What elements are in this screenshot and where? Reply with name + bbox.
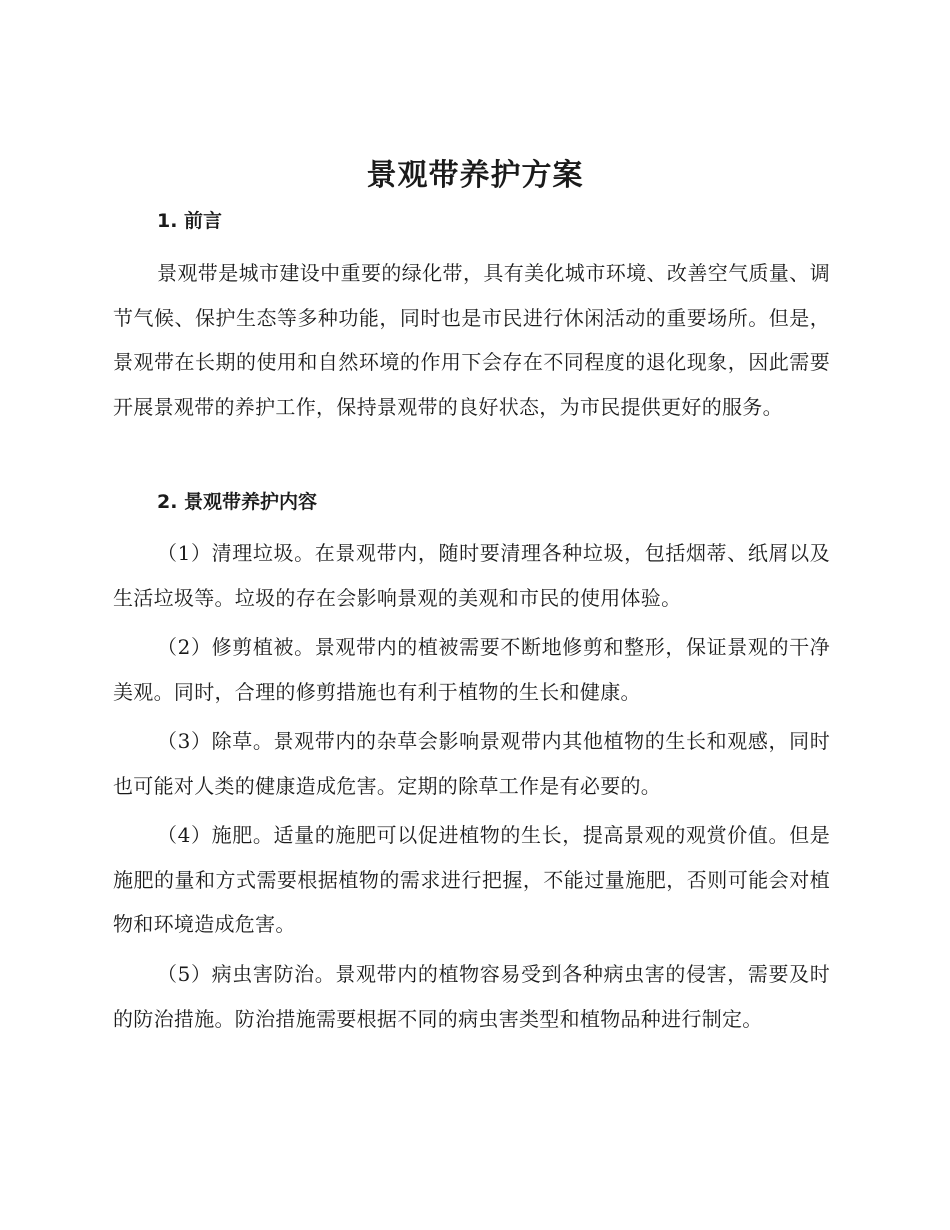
section-heading-preface: 1. 前言 <box>157 210 223 232</box>
maintenance-item-4: （4）施肥。适量的施肥可以促进植物的生长，提高景观的观赏价值。但是施肥的量和方式需要根据植物的需求进行把握，不能过量施肥，否则可能会对植物和环境造成危害。 <box>113 823 830 936</box>
maintenance-item-2: （2）修剪植被。景观带内的植被需要不断地修剪和整形，保证景观的干净美观。同时，合理的修剪措施也有利于植物的生长和健康。 <box>113 635 830 704</box>
document-title: 景观带养护方案 <box>366 158 584 193</box>
preface-paragraph: 景观带是城市建设中重要的绿化带，具有美化城市环境、改善空气质量、调节气候、保护生态等多种功能，同时也是市民进行休闲活动的重要场所。但是，景观带在长期的使用和自然环境的作用下会存在不同程度的退化现象，因此需要开展景观带的养护工作，保持景观带的良好状态，为市民提供更好的服务。 <box>113 261 830 419</box>
maintenance-item-1: （1）清理垃圾。在景观带内，随时要清理各种垃圾，包括烟蒂、纸屑以及生活垃圾等。垃圾的存在会影响景观的美观和市民的使用体验。 <box>113 541 830 610</box>
section-heading-maintenance: 2. 景观带养护内容 <box>157 491 318 513</box>
maintenance-item-3: （3）除草。景观带内的杂草会影响景观带内其他植物的生长和观感，同时也可能对人类的健康造成危害。定期的除草工作是有必要的。 <box>113 729 830 798</box>
maintenance-item-5: （5）病虫害防治。景观带内的植物容易受到各种病虫害的侵害，需要及时的防治措施。防治措施需要根据不同的病虫害类型和植物品种进行制定。 <box>113 962 830 1031</box>
